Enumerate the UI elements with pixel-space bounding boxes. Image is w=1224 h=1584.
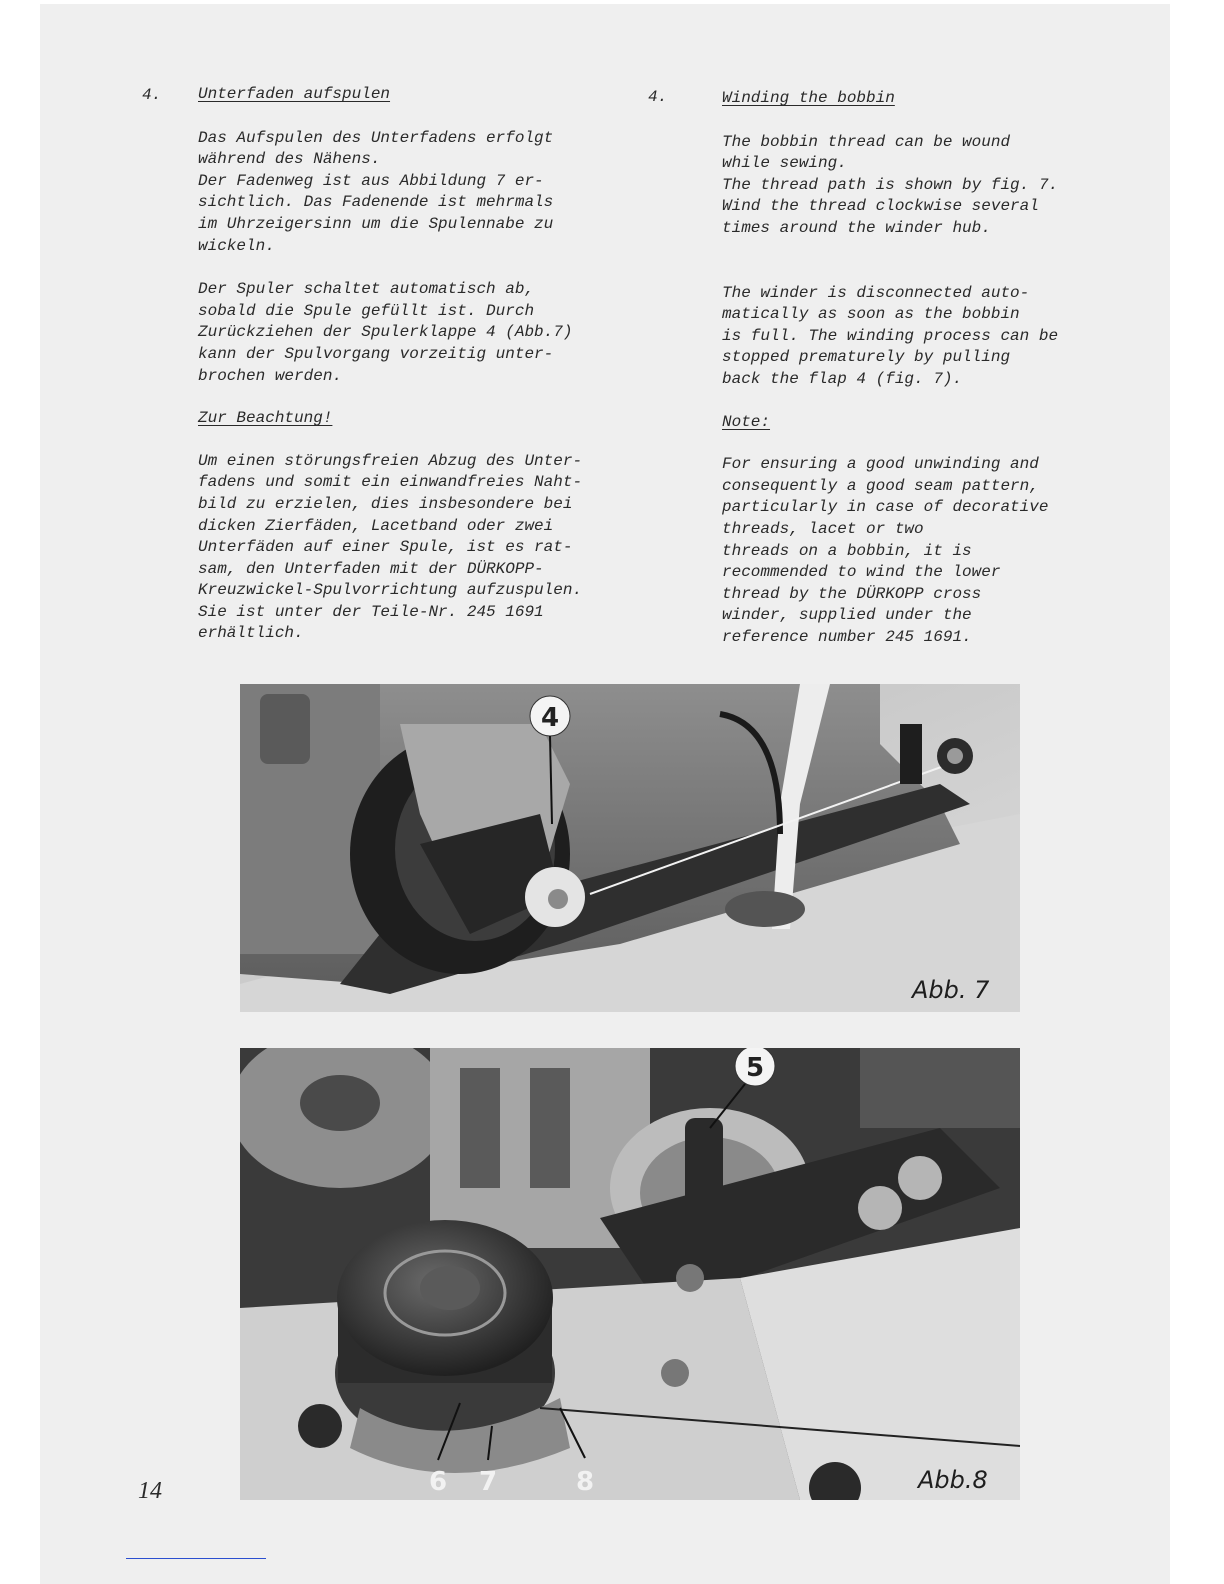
figure-8-label: Abb.8: [918, 1466, 988, 1494]
callout-4: 4: [540, 703, 560, 733]
text-line: Der Spuler schaltet automatisch ab,: [198, 280, 535, 299]
text-line: The winder is disconnected auto-: [722, 283, 1030, 302]
paragraph-en-1: [722, 132, 1058, 240]
text-line: Kreuzwickel-Spulvorrichtung aufzuspulen.: [198, 581, 583, 600]
text-line: Wind the thread clockwise several: [722, 197, 1039, 216]
callout-8: 8: [575, 1467, 595, 1497]
text-line: winder, supplied under the: [722, 606, 972, 625]
text-line: The bobbin thread can be wound: [722, 132, 1011, 151]
text-line: Unterfäden auf einer Spule, ist es rat-: [198, 538, 573, 557]
text-line: erhältlich.: [198, 624, 304, 643]
text-line: reference number 245 1691.: [722, 627, 972, 646]
text-line: The thread path is shown by fig. 7.: [722, 175, 1059, 194]
left-column: [198, 84, 582, 645]
text-line: thread by the DÜRKOPP cross: [722, 584, 982, 603]
heading-winding: Winding the bobbin: [722, 89, 895, 107]
figure-8-photo: [240, 1048, 1020, 1500]
text-line: is full. The winding process can be: [722, 326, 1059, 345]
text-line: consequently a good seam pattern,: [722, 476, 1039, 495]
text-line: back the flap 4 (fig. 7).: [722, 369, 963, 388]
paragraph-de-3: [198, 451, 582, 645]
note-heading-de: Zur Beachtung!: [198, 409, 333, 428]
text-line: Um einen störungsfreien Abzug des Unter-: [198, 451, 583, 470]
text-line: sam, den Unterfaden mit der DÜRKOPP-: [198, 559, 544, 578]
text-line: sobald die Spule gefüllt ist. Durch: [198, 301, 535, 320]
text-line: threads, lacet or two: [722, 519, 924, 538]
figure-7-photo: [240, 684, 1020, 1012]
text-line: bild zu erzielen, dies insbesondere bei: [198, 494, 573, 513]
text-line: particularly in case of decorative: [722, 498, 1049, 517]
text-line: times around the winder hub.: [722, 218, 991, 237]
callout-5: 5: [745, 1053, 765, 1083]
page-number: 14: [138, 1478, 162, 1504]
callout-7: 7: [478, 1467, 498, 1497]
text-line: Der Fadenweg ist aus Abbildung 7 er-: [198, 171, 544, 190]
text-line: matically as soon as the bobbin: [722, 305, 1020, 324]
note-heading-en: Note:: [722, 412, 771, 431]
text-line: Sie ist unter der Teile-Nr. 245 1691: [198, 602, 544, 621]
paragraph-de-2: [198, 279, 582, 387]
figure-7-label: Abb. 7: [912, 976, 990, 1004]
text-line: recommended to wind the lower: [722, 563, 1001, 582]
text-line: fadens und somit ein einwandfreies Naht-: [198, 473, 583, 492]
text-line: während des Nähens.: [198, 150, 381, 169]
text-line: while sewing.: [722, 154, 847, 173]
paragraph-en-3: [722, 454, 1058, 648]
heading-unterfaden: Unterfaden aufspulen: [198, 85, 391, 103]
right-column: [722, 88, 1058, 648]
section-number-de: 4.: [142, 86, 162, 104]
text-line: For ensuring a good unwinding and: [722, 455, 1039, 474]
paragraph-de-1: [198, 128, 582, 258]
text-line: Zurückziehen der Spulerklappe 4 (Abb.7): [198, 323, 573, 342]
text-line: threads on a bobbin, it is: [722, 541, 972, 560]
text-line: brochen werden.: [198, 366, 343, 385]
text-line: im Uhrzeigersinn um die Spulennabe zu: [198, 214, 554, 233]
text-line: sichtlich. Das Fadenende ist mehrmals: [198, 193, 554, 212]
text-line: wickeln.: [198, 236, 275, 255]
section-number-en: 4.: [648, 88, 668, 106]
footer-rule: [126, 1558, 266, 1559]
text-line: stopped prematurely by pulling: [722, 348, 1011, 367]
text-line: dicken Zierfäden, Lacetband oder zwei: [198, 516, 554, 535]
text-line: Das Aufspulen des Unterfadens erfolgt: [198, 128, 554, 147]
paragraph-en-2: [722, 283, 1058, 391]
callout-6: 6: [428, 1467, 448, 1497]
text-line: kann der Spulvorgang vorzeitig unter-: [198, 344, 554, 363]
